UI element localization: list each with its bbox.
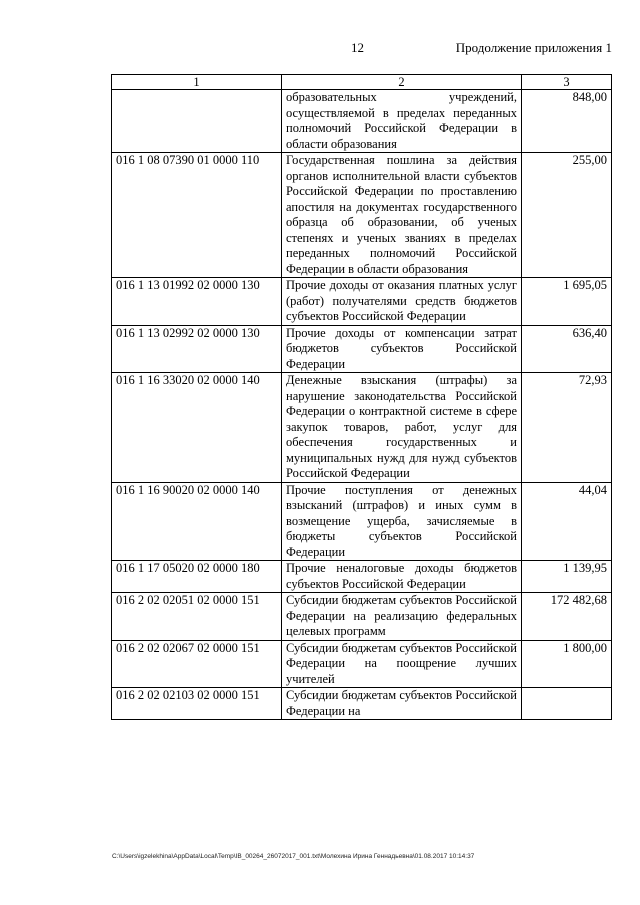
row-code: 016 1 08 07390 01 0000 110 (112, 153, 282, 278)
row-name: Субсидии бюджетам субъектов Российской Федерации на поощрение лучших учителей (282, 640, 522, 688)
table-row (112, 482, 612, 561)
row-amount (522, 688, 612, 720)
row-code: 016 1 17 05020 02 0000 180 (112, 561, 282, 593)
column-header-name: 2 (282, 75, 522, 90)
column-header-code: 1 (112, 75, 282, 90)
row-amount: 255,00 (522, 153, 612, 278)
table-row (112, 593, 612, 641)
row-name: Прочие доходы от оказания платных услуг (работ) получателями средств бюджетов субъектов Российской Федерации (282, 278, 522, 326)
row-amount: 1 139,95 (522, 561, 612, 593)
table-row (112, 640, 612, 688)
row-name: Денежные взыскания (штрафы) за нарушение законодательства Российской Федерации о контрактной системе в сфере закупок товаров, работ, услуг для обеспечения государственных и муниципальных нужд для нужд субъектов Российской Федерации (282, 373, 522, 483)
row-name: образовательных учреждений, осуществляемой в пределах переданных полномочий Российской Федерации в области образования (282, 90, 522, 153)
table-row (112, 153, 612, 278)
row-amount: 72,93 (522, 373, 612, 483)
row-code: 016 2 02 02067 02 0000 151 (112, 640, 282, 688)
file-path-footer: C:\Users\igzelekhina\AppData\Local\Temp\IB_00264_26072017_001.txt\Молехина Ирина Геннадьевна\01.08.2017 10:14:37 (112, 853, 475, 860)
row-name: Субсидии бюджетам субъектов Российской Федерации на (282, 688, 522, 720)
table-row (112, 325, 612, 373)
table-row (112, 561, 612, 593)
table-header-row (112, 75, 612, 90)
row-code: 016 1 16 90020 02 0000 140 (112, 482, 282, 561)
row-code: 016 1 13 01992 02 0000 130 (112, 278, 282, 326)
table-row (112, 278, 612, 326)
row-amount: 44,04 (522, 482, 612, 561)
page-number: 12 (351, 40, 364, 55)
row-code: 016 2 02 02051 02 0000 151 (112, 593, 282, 641)
row-name: Прочие неналоговые доходы бюджетов субъектов Российской Федерации (282, 561, 522, 593)
row-code: 016 2 02 02103 02 0000 151 (112, 688, 282, 720)
row-name: Прочие доходы от компенсации затрат бюджетов субъектов Российской Федерации (282, 325, 522, 373)
row-name: Субсидии бюджетам субъектов Российской Федерации на реализацию федеральных целевых программ (282, 593, 522, 641)
table-row (112, 688, 612, 720)
row-code: 016 1 13 02992 02 0000 130 (112, 325, 282, 373)
row-amount: 636,40 (522, 325, 612, 373)
row-amount: 1 800,00 (522, 640, 612, 688)
column-header-amount: 3 (522, 75, 612, 90)
row-name: Государственная пошлина за действия органов исполнительной власти субъектов Российской Федерации по проставлению апостиля на документах государственного образца об образовании, об ученых степенях и ученых званиях в пределах переданных полномочий Российской Федерации в области образования (282, 153, 522, 278)
row-amount: 1 695,05 (522, 278, 612, 326)
continuation-note: Продолжение приложения 1 (455, 40, 612, 55)
row-name: Прочие поступления от денежных взысканий (штрафов) и иных сумм в возмещение ущерба, зачисляемые в бюджеты субъектов Российской Федерации (282, 482, 522, 561)
table-row (112, 90, 612, 153)
row-amount: 848,00 (522, 90, 612, 153)
table-row (112, 373, 612, 483)
row-amount: 172 482,68 (522, 593, 612, 641)
row-code (112, 90, 282, 153)
budget-table (111, 74, 612, 720)
row-code: 016 1 16 33020 02 0000 140 (112, 373, 282, 483)
